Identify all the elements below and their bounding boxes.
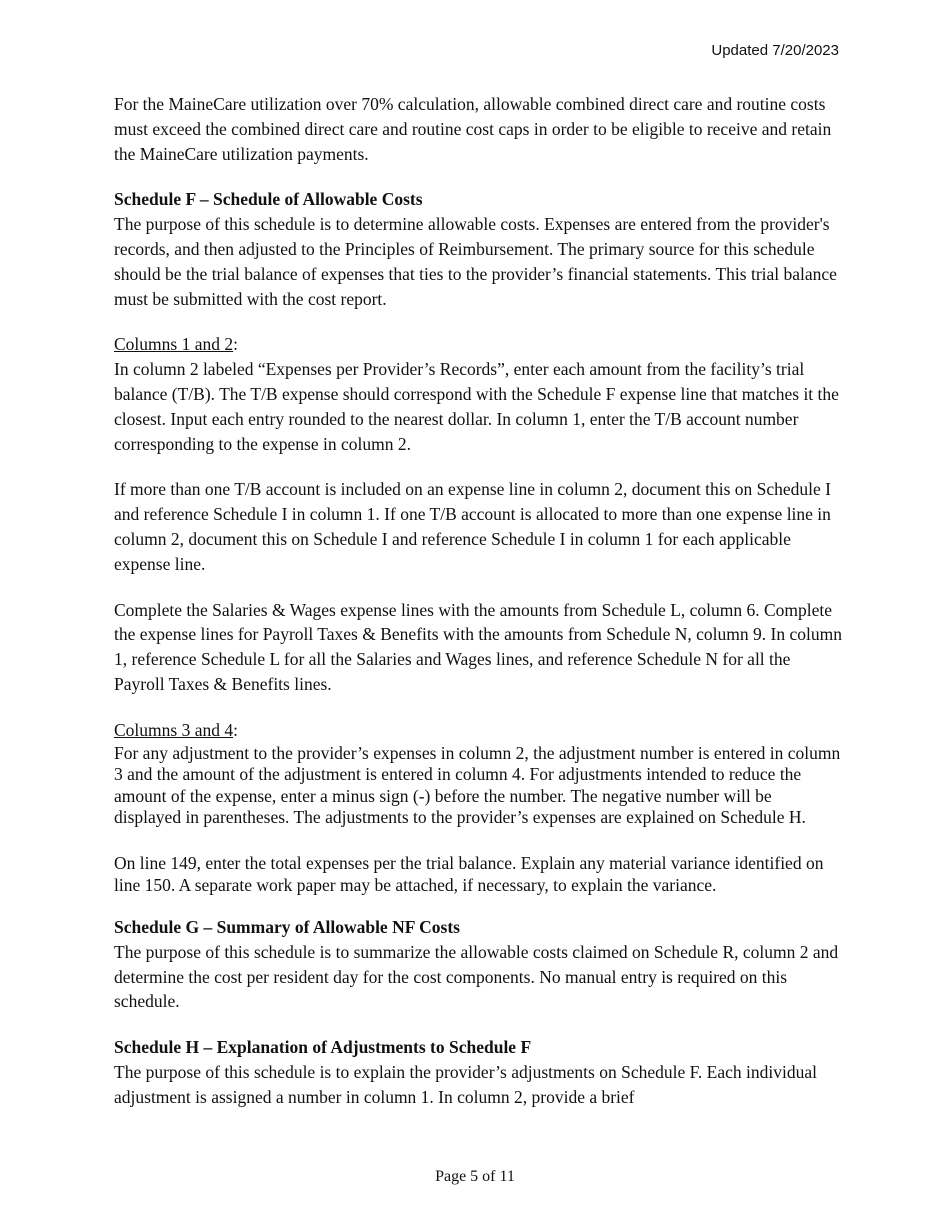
schedule-f-heading: Schedule F – Schedule of Allowable Costs bbox=[114, 189, 423, 210]
schedule-h-heading: Schedule H – Explanation of Adjustments to Schedule F bbox=[114, 1037, 532, 1058]
updated-date: Updated 7/20/2023 bbox=[711, 42, 839, 59]
schedule-h-text: The purpose of this schedule is to explain the provider’s adjustments on Schedule F. Each individual adjustment is assigned a number in column 1. In column 2, provide a brief bbox=[114, 1062, 817, 1107]
columns-1-2-label: Columns 1 and 2 bbox=[114, 334, 234, 355]
columns-3-4-label: Columns 3 and 4 bbox=[114, 719, 234, 740]
columns-3-4-subheading: Columns 3 and 4: bbox=[114, 719, 238, 740]
tb-account-paragraph: If more than one T/B account is included on an expense line in column 2, document this on Schedule I and reference Schedule I in column 1. If one T/B account is allocated to more than one expense line in column 2, document this on Schedule I and reference Schedule I in column 1 for each applicable expense line. bbox=[114, 479, 832, 574]
columns-3-4-text: For any adjustment to the provider’s expenses in column 2, the adjustment number is entered in column 3 and the amount of the adjustment is entered in column 4. For adjustments intended to reduce the amount of the expense, enter a minus sign (-) before the number. The negative number will be displayed in parentheses. The adjustments to the provider’s expenses are explained on Schedule H. bbox=[114, 742, 841, 828]
schedule-f-purpose: The purpose of this schedule is to determine allowable costs. Expenses are entered from the provider's records, and then adjusted to the Principles of Reimbursement. The primary source for this schedule should be the trial balance of expenses that ties to the provider’s financial statements. This trial balance must be submitted with the cost report. bbox=[114, 214, 837, 309]
line-149-paragraph: On line 149, enter the total expenses per the trial balance. Explain any material variance identified on line 150. A separate work paper may be attached, if necessary, to explain the variance. bbox=[114, 852, 824, 895]
columns-1-2-subheading: Columns 1 and 2: bbox=[114, 334, 238, 355]
intro-paragraph: For the MaineCare utilization over 70% calculation, allowable combined direct care and routine costs must exceed the combined direct care and routine cost caps in order to be eligible to receive and retain the MaineCare utilization payments. bbox=[114, 94, 832, 164]
schedule-g-text: The purpose of this schedule is to summarize the allowable costs claimed on Schedule R, column 2 and determine the cost per resident day for the cost components. No manual entry is required on this schedule. bbox=[114, 941, 839, 1012]
document-body bbox=[114, 92, 842, 1110]
salaries-paragraph: Complete the Salaries & Wages expense lines with the amounts from Schedule L, column 6. Complete the expense lines for Payroll Taxes & Benefits with the amounts from Schedule N, column 9. In column 1, reference Schedule L for all the Salaries and Wages lines, and reference Schedule N for all the Payroll Taxes & Benefits lines. bbox=[114, 599, 842, 694]
columns-1-2-text: In column 2 labeled “Expenses per Provider’s Records”, enter each amount from the facility’s trial balance (T/B). The T/B expense should correspond with the Schedule F expense line that matches it the closest. Input each entry rounded to the nearest dollar. In column 1, enter the T/B account number corresponding to the expense in column 2. bbox=[114, 359, 839, 454]
page-number: Page 5 of 11 bbox=[435, 1168, 515, 1185]
schedule-g-heading: Schedule G – Summary of Allowable NF Costs bbox=[114, 917, 460, 938]
